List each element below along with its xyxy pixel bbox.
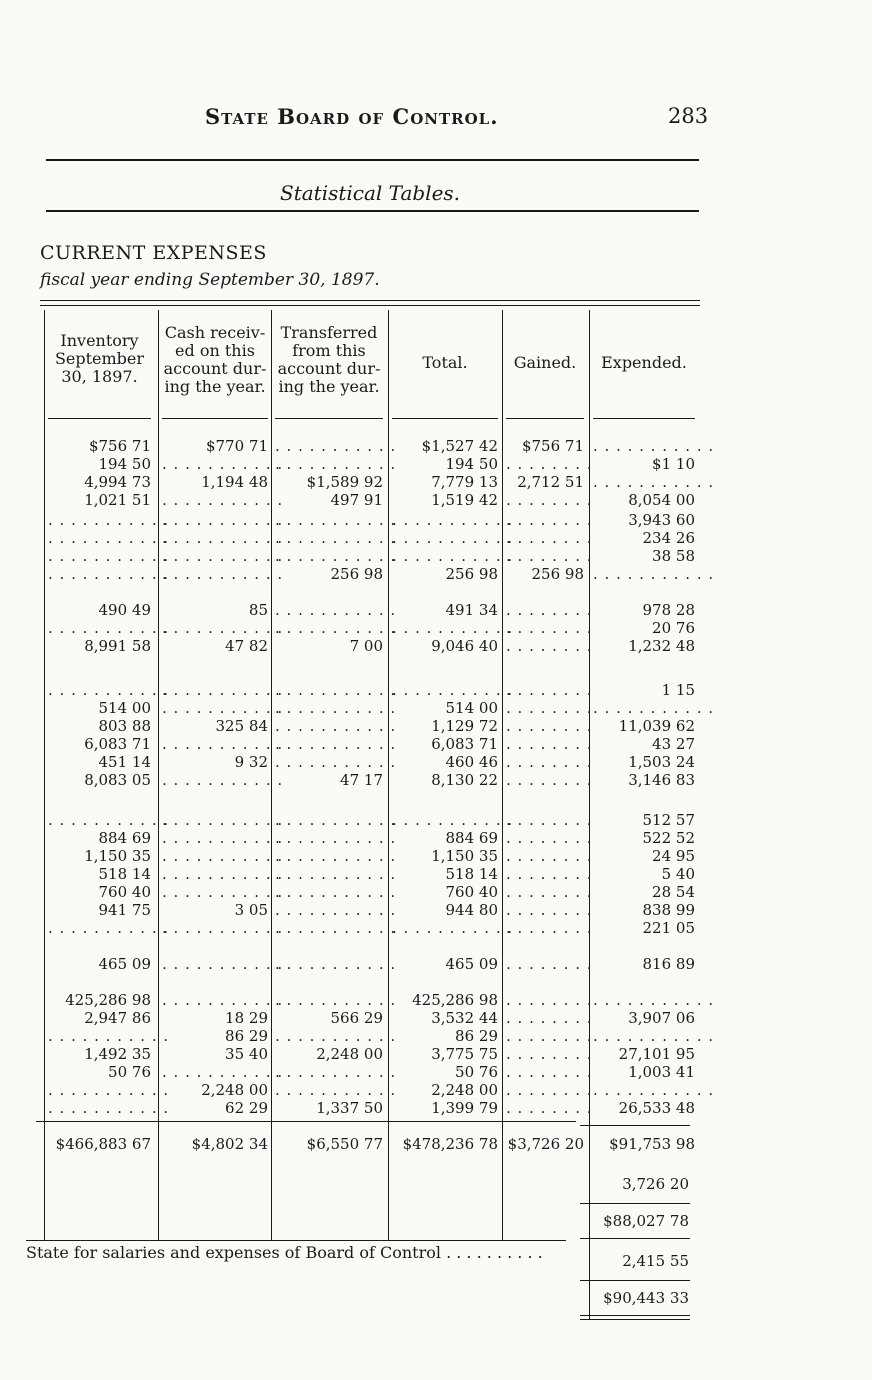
table-cell: 491 34 (445, 601, 498, 619)
table-subtitle: fiscal year ending September 30, 1897. (40, 270, 380, 290)
table-cell: 2,712 51 (517, 473, 584, 491)
column-header-line: Gained. (513, 353, 577, 372)
table-cell: 11,039 62 (618, 717, 695, 735)
table-cell: $756 71 (88, 437, 151, 455)
leader-dots: . . . . . . . . . . . (392, 511, 514, 529)
table-cell: 1,194 48 (201, 473, 268, 491)
leader-dots: . . . . . . . . (506, 829, 599, 847)
header-underline (593, 418, 695, 419)
column-header-line: Inventory (60, 331, 139, 350)
leader-dots: . . . . . . . . . . . (593, 565, 715, 583)
table-top-rule-1 (40, 300, 700, 301)
table-cell: 512 57 (642, 811, 695, 829)
column-header (502, 354, 588, 372)
grand-total-rule (580, 1280, 690, 1281)
table-cell: 1,519 42 (431, 491, 498, 509)
leader-dots: . . . . . . . . . . . (275, 717, 397, 735)
column-header-line: account dur- (277, 359, 381, 378)
total-cell: $91,753 98 (609, 1135, 695, 1153)
table-cell: 884 69 (445, 829, 498, 847)
net-expended-value: $88,027 78 (603, 1212, 689, 1230)
table-cell: 62 29 (225, 1099, 268, 1117)
double-rule (580, 1315, 690, 1316)
table-cell: 944 80 (445, 901, 498, 919)
table-cell: 8,991 58 (84, 637, 151, 655)
leader-dots: . . . . . . . . . . . (275, 619, 397, 637)
table-cell: 1,129 72 (431, 717, 498, 735)
table-cell: 28 54 (652, 883, 695, 901)
total-cell: $466,883 67 (55, 1135, 151, 1153)
header-underline (48, 418, 151, 419)
total-cell: $3,726 20 (507, 1135, 584, 1153)
leader-dots: . . . . . . . . . . . (162, 865, 284, 883)
top-rule (46, 159, 699, 161)
table-cell: 490 49 (98, 601, 151, 619)
leader-dots: . . . . . . . . . . . (593, 473, 715, 491)
column-header-line: September (54, 349, 145, 368)
leader-dots: . . . . . . . . . . . (392, 547, 514, 565)
leader-dots: . . . . . . . . . . . (275, 811, 397, 829)
table-cell: 86 29 (455, 1027, 498, 1045)
leader-dots: . . . . . . . . . . . (593, 437, 715, 455)
table-cell: 1,399 79 (431, 1099, 498, 1117)
table-cell: 18 29 (225, 1009, 268, 1027)
header-underline (162, 418, 268, 419)
table-cell: 6,083 71 (84, 735, 151, 753)
leader-dots: . . . . . . . . . . . (48, 1081, 170, 1099)
table-cell: 47 17 (340, 771, 383, 789)
table-cell: 3,907 06 (628, 1009, 695, 1027)
leader-dots: . . . . . . . . (506, 883, 599, 901)
table-cell: $770 71 (205, 437, 268, 455)
leader-dots: . . . . . . . . . . . (275, 547, 397, 565)
leader-dots: . . . . . . . . . . . (48, 1027, 170, 1045)
total-cell: $4,802 34 (191, 1135, 268, 1153)
leader-dots: . . . . . . . . . . . (392, 681, 514, 699)
state-line-label: State for salaries and expenses of Board of Control . . . . . . . . . . (26, 1243, 543, 1262)
leader-dots: . . . . . . . . . . . (162, 491, 284, 509)
header-underline (275, 418, 383, 419)
leader-dots: . . . . . . . . . . . (162, 735, 284, 753)
leader-dots: . . . . . . . . . . . (392, 811, 514, 829)
leader-dots: . . . . . . . . . . . (392, 919, 514, 937)
table-cell: 425,286 98 (65, 991, 151, 1009)
table-cell: 1,337 50 (316, 1099, 383, 1117)
leader-dots: . . . . . . . . . . . (162, 955, 284, 973)
leader-dots: . . . . . . . . . . . (162, 811, 284, 829)
table-cell: 27,101 95 (618, 1045, 695, 1063)
table-cell: 2,248 00 (431, 1081, 498, 1099)
table-cell: 760 40 (98, 883, 151, 901)
leader-dots: . . . . . . . . (506, 699, 599, 717)
leader-dots: . . . . . . . . (506, 529, 599, 547)
leader-dots: . . . . . . . . (506, 1027, 599, 1045)
leader-dots: . . . . . . . . (506, 491, 599, 509)
table-cell: 760 40 (445, 883, 498, 901)
leader-dots: . . . . . . . . . . . (275, 865, 397, 883)
leader-dots: . . . . . . . . . . . (48, 547, 170, 565)
state-line-value: 2,415 55 (622, 1252, 689, 1270)
table-cell: 3,943 60 (628, 511, 695, 529)
table-cell: 978 28 (642, 601, 695, 619)
table-title: CURRENT EXPENSES (40, 242, 267, 264)
table-cell: 325 84 (215, 717, 268, 735)
table-cell: 803 88 (98, 717, 151, 735)
table-cell: 514 00 (98, 699, 151, 717)
table-cell: 1,232 48 (628, 637, 695, 655)
table-cell: $756 71 (521, 437, 584, 455)
leader-dots: . . . . . . . . . . . (48, 681, 170, 699)
column-header-line: ing the year. (278, 377, 380, 396)
column-rule (44, 310, 45, 1240)
header-underline (506, 418, 584, 419)
table-cell: 2,248 00 (316, 1045, 383, 1063)
column-header-line: Cash receiv- (164, 323, 266, 342)
page-number: 283 (668, 104, 709, 128)
totals-rule (580, 1125, 690, 1126)
column-header-line: Expended. (601, 353, 687, 372)
leader-dots: . . . . . . . . . . . (162, 529, 284, 547)
column-header (589, 354, 699, 372)
table-cell: 38 58 (652, 547, 695, 565)
leader-dots: . . . . . . . . . . . (275, 883, 397, 901)
leader-dots: . . . . . . . . . . . (162, 547, 284, 565)
leader-dots: . . . . . . . . . . . (275, 1063, 397, 1081)
header-underline (392, 418, 498, 419)
leader-dots: . . . . . . . . (506, 1063, 599, 1081)
column-header-line: ing the year. (164, 377, 266, 396)
leader-dots: . . . . . . . . (506, 547, 599, 565)
leader-dots: . . . . . . . . (506, 1081, 599, 1099)
leader-dots: . . . . . . . . . . . (48, 919, 170, 937)
table-cell: 256 98 (330, 565, 383, 583)
table-cell: $1,589 92 (306, 473, 383, 491)
leader-dots: . . . . . . . . (506, 811, 599, 829)
table-cell: 8,054 00 (628, 491, 695, 509)
leader-dots: . . . . . . . . . . . (162, 511, 284, 529)
leader-dots: . . . . . . . . (506, 637, 599, 655)
leader-dots: . . . . . . . . . . . (593, 1081, 715, 1099)
table-cell: 3,146 83 (628, 771, 695, 789)
leader-dots: . . . . . . . . . . . (162, 771, 284, 789)
leader-dots: . . . . . . . . . . . (275, 847, 397, 865)
leader-dots: . . . . . . . . (506, 919, 599, 937)
table-cell: 7,779 13 (431, 473, 498, 491)
leader-dots: . . . . . . . . (506, 991, 599, 1009)
table-cell: 566 29 (330, 1009, 383, 1027)
table-cell: 9 32 (234, 753, 268, 771)
leader-dots: . . . . . . . . . . . (275, 511, 397, 529)
leader-dots: . . . . . . . . (506, 601, 599, 619)
column-header-line: 30, 1897. (61, 367, 138, 386)
table-cell: 50 76 (455, 1063, 498, 1081)
table-cell: 497 91 (330, 491, 383, 509)
column-header-line: from this (292, 341, 366, 360)
table-cell: 518 14 (445, 865, 498, 883)
table-cell: 5 40 (661, 865, 695, 883)
table-cell: 234 26 (642, 529, 695, 547)
leader-dots: . . . . . . . . (506, 1045, 599, 1063)
double-rule (580, 1319, 690, 1320)
table-cell: 6,083 71 (431, 735, 498, 753)
table-cell: 514 00 (445, 699, 498, 717)
leader-dots: . . . . . . . . . . . (275, 437, 397, 455)
leader-dots: . . . . . . . . . . . (162, 919, 284, 937)
leader-dots: . . . . . . . . (506, 511, 599, 529)
subtotal-rule (580, 1238, 690, 1239)
leader-dots: . . . . . . . . . . . (48, 511, 170, 529)
table-cell: 1,003 41 (628, 1063, 695, 1081)
leader-dots: . . . . . . . . . . . (275, 919, 397, 937)
leader-dots: . . . . . . . . (506, 455, 599, 473)
table-cell: 194 50 (98, 455, 151, 473)
leader-dots: . . . . . . . . . . . (593, 699, 715, 717)
leader-dots: . . . . . . . . . . . (162, 883, 284, 901)
leader-dots: . . . . . . . . (506, 619, 599, 637)
leader-dots: . . . . . . . . . . . (162, 619, 284, 637)
leader-dots: . . . . . . . . . . . (275, 753, 397, 771)
section-rule (46, 210, 699, 212)
total-cell: $6,550 77 (306, 1135, 383, 1153)
table-cell: 465 09 (98, 955, 151, 973)
leader-dots: . . . . . . . . (506, 955, 599, 973)
table-cell: 518 14 (98, 865, 151, 883)
table-cell: 465 09 (445, 955, 498, 973)
leader-dots: . . . . . . . . (506, 735, 599, 753)
table-cell: 256 98 (445, 565, 498, 583)
column-header-line: Transferred (280, 323, 378, 342)
less-gained-value: 3,726 20 (622, 1175, 689, 1193)
table-cell: 816 89 (642, 955, 695, 973)
table-cell: 9,046 40 (431, 637, 498, 655)
table-cell: 8,130 22 (431, 771, 498, 789)
column-header (44, 332, 155, 386)
leader-dots: . . . . . . . . . . . (275, 955, 397, 973)
table-cell: 194 50 (445, 455, 498, 473)
subtotal-rule (580, 1203, 690, 1204)
table-cell: 85 (248, 601, 268, 619)
running-head (0, 104, 872, 134)
leader-dots: . . . . . . . . . . . (275, 681, 397, 699)
table-cell: 20 76 (652, 619, 695, 637)
column-header-line: Total. (422, 353, 468, 372)
table-cell: 1,503 24 (628, 753, 695, 771)
leader-dots: . . . . . . . . . . . (48, 1099, 170, 1117)
leader-dots: . . . . . . . . . . . (275, 529, 397, 547)
leader-dots: . . . . . . . . . . . (275, 699, 397, 717)
table-top-rule-2 (40, 305, 700, 306)
leader-dots: . . . . . . . . . . . (162, 565, 284, 583)
table-cell: 3,775 75 (431, 1045, 498, 1063)
table-cell: $1 10 (652, 455, 695, 473)
total-cell: $478,236 78 (402, 1135, 498, 1153)
leader-dots: . . . . . . . . . . . (275, 735, 397, 753)
leader-dots: . . . . . . . . . . . (593, 1027, 715, 1045)
leader-dots: . . . . . . . . . . . (48, 811, 170, 829)
leader-dots: . . . . . . . . . . . (275, 901, 397, 919)
table-cell: 1 15 (661, 681, 695, 699)
leader-dots: . . . . . . . . (506, 771, 599, 789)
leader-dots: . . . . . . . . . . . (162, 699, 284, 717)
leader-dots: . . . . . . . . (506, 717, 599, 735)
table-cell: 460 46 (445, 753, 498, 771)
table-cell: 47 82 (225, 637, 268, 655)
leader-dots: . . . . . . . . . . . (593, 991, 715, 1009)
leader-dots: . . . . . . . . . . . (275, 991, 397, 1009)
table-cell: 1,021 51 (84, 491, 151, 509)
table-cell: 451 14 (98, 753, 151, 771)
table-cell: 221 05 (642, 919, 695, 937)
leader-dots: . . . . . . . . . . . (275, 455, 397, 473)
leader-dots: . . . . . . . . . . . (162, 1063, 284, 1081)
table-cell: 4,994 73 (84, 473, 151, 491)
leader-dots: . . . . . . . . . . . (48, 529, 170, 547)
leader-dots: . . . . . . . . (506, 865, 599, 883)
table-cell: 50 76 (108, 1063, 151, 1081)
table-cell: 8,083 05 (84, 771, 151, 789)
table-cell: 425,286 98 (412, 991, 498, 1009)
table-cell: 1,150 35 (431, 847, 498, 865)
column-header (388, 354, 502, 372)
state-line-rule (26, 1240, 566, 1241)
table-cell: 43 27 (652, 735, 695, 753)
column-header (271, 324, 387, 396)
table-cell: 26,533 48 (618, 1099, 695, 1117)
section-heading: Statistical Tables. (280, 181, 461, 205)
table-cell: 1,492 35 (84, 1045, 151, 1063)
table-cell: 86 29 (225, 1027, 268, 1045)
column-header-line: account dur- (163, 359, 267, 378)
leader-dots: . . . . . . . . . . . (162, 847, 284, 865)
table-cell: 3,532 44 (431, 1009, 498, 1027)
leader-dots: . . . . . . . . . . . (392, 529, 514, 547)
table-cell: 2,248 00 (201, 1081, 268, 1099)
table-cell: $1,527 42 (421, 437, 498, 455)
leader-dots: . . . . . . . . . . . (162, 991, 284, 1009)
leader-dots: . . . . . . . . (506, 1009, 599, 1027)
table-cell: 256 98 (531, 565, 584, 583)
leader-dots: . . . . . . . . . . . (275, 829, 397, 847)
table-cell: 35 40 (225, 1045, 268, 1063)
leader-dots: . . . . . . . . (506, 681, 599, 699)
leader-dots: . . . . . . . . . . . (48, 565, 170, 583)
table-cell: 522 52 (642, 829, 695, 847)
totals-rule (36, 1121, 576, 1122)
column-header (158, 324, 272, 396)
table-cell: 24 95 (652, 847, 695, 865)
table-cell: 941 75 (98, 901, 151, 919)
leader-dots: . . . . . . . . (506, 901, 599, 919)
table-cell: 838 99 (642, 901, 695, 919)
leader-dots: . . . . . . . . (506, 847, 599, 865)
table-cell: 2,947 86 (84, 1009, 151, 1027)
leader-dots: . . . . . . . . . . . (162, 829, 284, 847)
leader-dots: . . . . . . . . . . . (162, 681, 284, 699)
table-cell: 884 69 (98, 829, 151, 847)
table-cell: 7 00 (349, 637, 383, 655)
leader-dots: . . . . . . . . . . . (48, 619, 170, 637)
leader-dots: . . . . . . . . (506, 753, 599, 771)
leader-dots: . . . . . . . . (506, 1099, 599, 1117)
leader-dots: . . . . . . . . . . . (275, 1027, 397, 1045)
leader-dots: . . . . . . . . . . . (162, 455, 284, 473)
leader-dots: . . . . . . . . . . . (275, 1081, 397, 1099)
running-title: State Board of Control. (205, 104, 499, 129)
leader-dots: . . . . . . . . . . . (275, 601, 397, 619)
column-rule (502, 310, 503, 1240)
grand-total-value: $90,443 33 (603, 1289, 689, 1307)
leader-dots: . . . . . . . . . . . (392, 619, 514, 637)
column-header-line: ed on this (175, 341, 255, 360)
table-cell: 1,150 35 (84, 847, 151, 865)
table-cell: 3 05 (234, 901, 268, 919)
